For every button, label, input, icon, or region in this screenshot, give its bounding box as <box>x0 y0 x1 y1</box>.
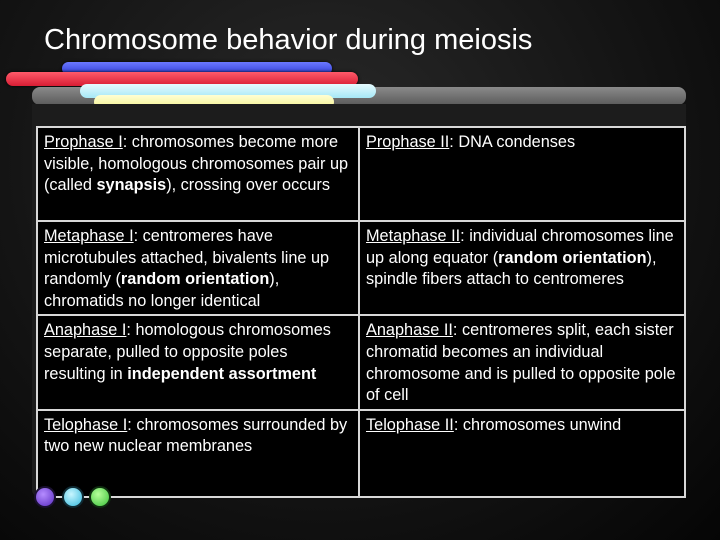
prophase-2-cell <box>359 127 685 221</box>
telophase-2-cell <box>359 410 685 497</box>
anaphase-1-cell <box>37 315 359 409</box>
cell-text: ), spindle fibers attach to centromeres <box>366 248 657 289</box>
cell-text: ), chromatids no longer identical <box>44 270 280 310</box>
phase-name: Telophase I <box>44 415 128 434</box>
prophase-1-cell <box>37 127 359 221</box>
metaphase-2-cell <box>359 221 685 315</box>
phase-name: Anaphase II <box>366 321 453 340</box>
decorative-dot-purple <box>34 486 56 508</box>
phase-name: Prophase I <box>44 133 123 151</box>
cell-text: : chromosomes surrounded by two new nuclear membranes <box>44 415 348 456</box>
telophase-1-cell <box>37 410 359 497</box>
cell-text: : chromosomes unwind <box>453 415 622 434</box>
anaphase-2-cell <box>359 315 685 409</box>
meiosis-table <box>36 126 686 498</box>
cell-text: ), crossing over occurs <box>166 176 330 195</box>
phase-name: Prophase II <box>366 133 450 151</box>
table-row <box>37 315 685 409</box>
metaphase-1-cell <box>37 221 359 315</box>
phase-name: Metaphase II <box>366 227 461 245</box>
table-row <box>37 221 685 315</box>
decorative-dot-green <box>89 486 111 508</box>
cell-text: : chromosomes become more visible, homologous chromosomes pair up (called <box>44 133 349 195</box>
phase-name: Metaphase I <box>44 227 134 245</box>
cell-text: : centromeres have microtubules attached, bivalents line up randomly ( <box>44 227 330 289</box>
cell-text: : DNA condenses <box>449 133 576 151</box>
cell-bold-term: random orientation <box>120 270 270 289</box>
cell-text: : homologous chromosomes separate, pulled to opposite poles resulting in <box>44 321 331 383</box>
table-row <box>37 410 685 497</box>
cell-bold-term: random orientation <box>498 248 647 267</box>
decorative-dot-cyan <box>62 486 84 508</box>
phase-name: Telophase II <box>366 415 454 434</box>
phase-name: Anaphase I <box>44 321 127 340</box>
cell-bold-term: synapsis <box>96 176 167 195</box>
cell-bold-term: independent assortment <box>127 364 317 383</box>
cell-text: : centromeres split, each sister chromatid becomes an individual chromosome and is pulled to opposite pole of cell <box>366 321 676 405</box>
table-row <box>37 127 685 221</box>
cell-text: : individual chromosomes line up along equator ( <box>366 227 674 267</box>
slide-title: Chromosome behavior during meiosis <box>44 24 533 56</box>
